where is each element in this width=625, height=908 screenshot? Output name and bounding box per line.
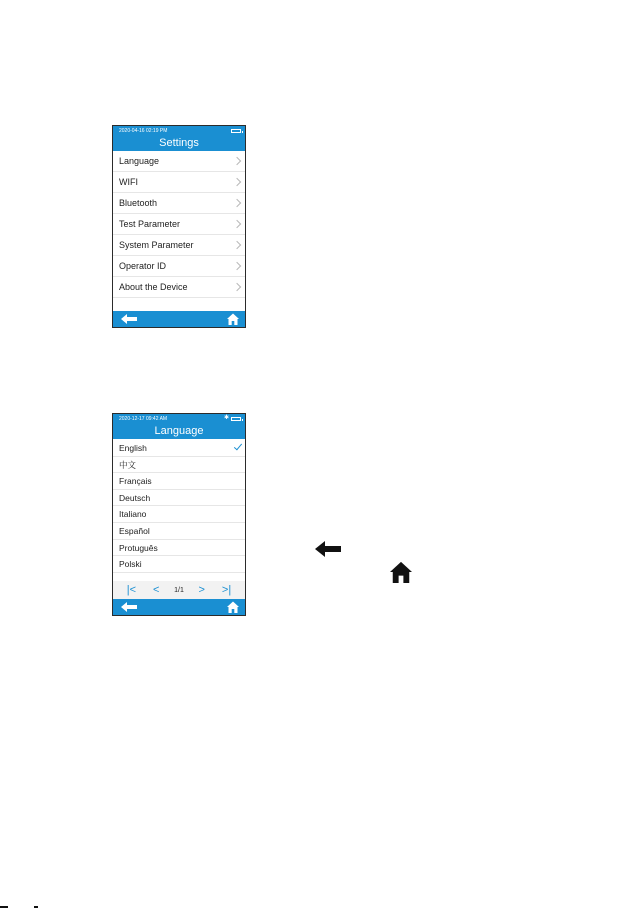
back-arrow-icon[interactable] (121, 602, 137, 612)
language-option-german[interactable] (113, 490, 245, 507)
language-label: Protuguês (119, 542, 158, 553)
settings-menu (113, 151, 245, 298)
language-label: Deutsch (119, 492, 151, 503)
menu-item-label: Test Parameter (119, 219, 181, 229)
chevron-right-icon (233, 157, 241, 165)
battery-icon (231, 129, 241, 133)
menu-item-about-device[interactable] (113, 277, 245, 298)
menu-item-label: System Parameter (119, 240, 194, 250)
menu-item-system-parameter[interactable] (113, 235, 245, 256)
language-label: Polski (119, 559, 142, 570)
chevron-right-icon (233, 283, 241, 291)
menu-item-label: Operator ID (119, 261, 167, 271)
status-time: 2020-12-17 09:42 AM (119, 416, 168, 422)
last-page-button[interactable]: >| (221, 584, 232, 596)
chevron-right-icon (233, 220, 241, 228)
menu-item-bluetooth[interactable] (113, 193, 245, 214)
menu-item-label: WIFI (119, 177, 138, 187)
language-option-italian[interactable] (113, 506, 245, 523)
status-bar (113, 414, 245, 424)
menu-item-label: Bluetooth (119, 198, 158, 208)
language-label: 中文 (119, 459, 137, 470)
language-option-polish[interactable] (113, 556, 245, 573)
corner-mark (0, 904, 46, 908)
back-arrow-icon (315, 541, 341, 557)
back-arrow-icon[interactable] (121, 314, 137, 324)
home-icon[interactable] (227, 313, 239, 325)
menu-item-wifi[interactable] (113, 172, 245, 193)
page-indicator: 1/1 (174, 586, 184, 594)
language-option-english[interactable] (113, 440, 245, 457)
next-page-button[interactable]: > (198, 584, 205, 596)
menu-item-test-parameter[interactable] (113, 214, 245, 235)
menu-item-label: Language (119, 156, 160, 166)
pagination-bar (113, 581, 245, 599)
settings-screen (112, 125, 246, 328)
battery-icon (231, 417, 241, 421)
language-screen (112, 413, 246, 616)
bottom-nav-bar (113, 311, 245, 327)
first-page-button[interactable]: |< (126, 584, 137, 596)
language-list (113, 440, 245, 573)
language-label: Español (119, 525, 150, 536)
chevron-right-icon (233, 178, 241, 186)
page-title: Language (113, 424, 245, 439)
bottom-nav-bar (113, 599, 245, 615)
language-option-portuguese[interactable] (113, 540, 245, 557)
status-time: 2020-04-16 02:19 PM (119, 128, 168, 134)
menu-item-label: About the Device (119, 282, 188, 292)
language-label: Italiano (119, 509, 147, 520)
menu-item-operator-id[interactable] (113, 256, 245, 277)
home-icon[interactable] (227, 601, 239, 613)
status-bar (113, 126, 245, 136)
language-label: English (119, 443, 147, 453)
language-label: Français (119, 476, 152, 487)
language-option-spanish[interactable] (113, 523, 245, 540)
checkmark-icon (234, 442, 242, 451)
chevron-right-icon (233, 241, 241, 249)
chevron-right-icon (233, 262, 241, 270)
page-title: Settings (113, 136, 245, 151)
menu-item-language[interactable] (113, 151, 245, 172)
prev-page-button[interactable]: < (153, 584, 160, 596)
language-option-chinese[interactable] (113, 457, 245, 474)
bluetooth-icon: ✱ (223, 415, 229, 421)
language-option-french[interactable] (113, 473, 245, 490)
chevron-right-icon (233, 199, 241, 207)
home-icon (390, 561, 412, 583)
